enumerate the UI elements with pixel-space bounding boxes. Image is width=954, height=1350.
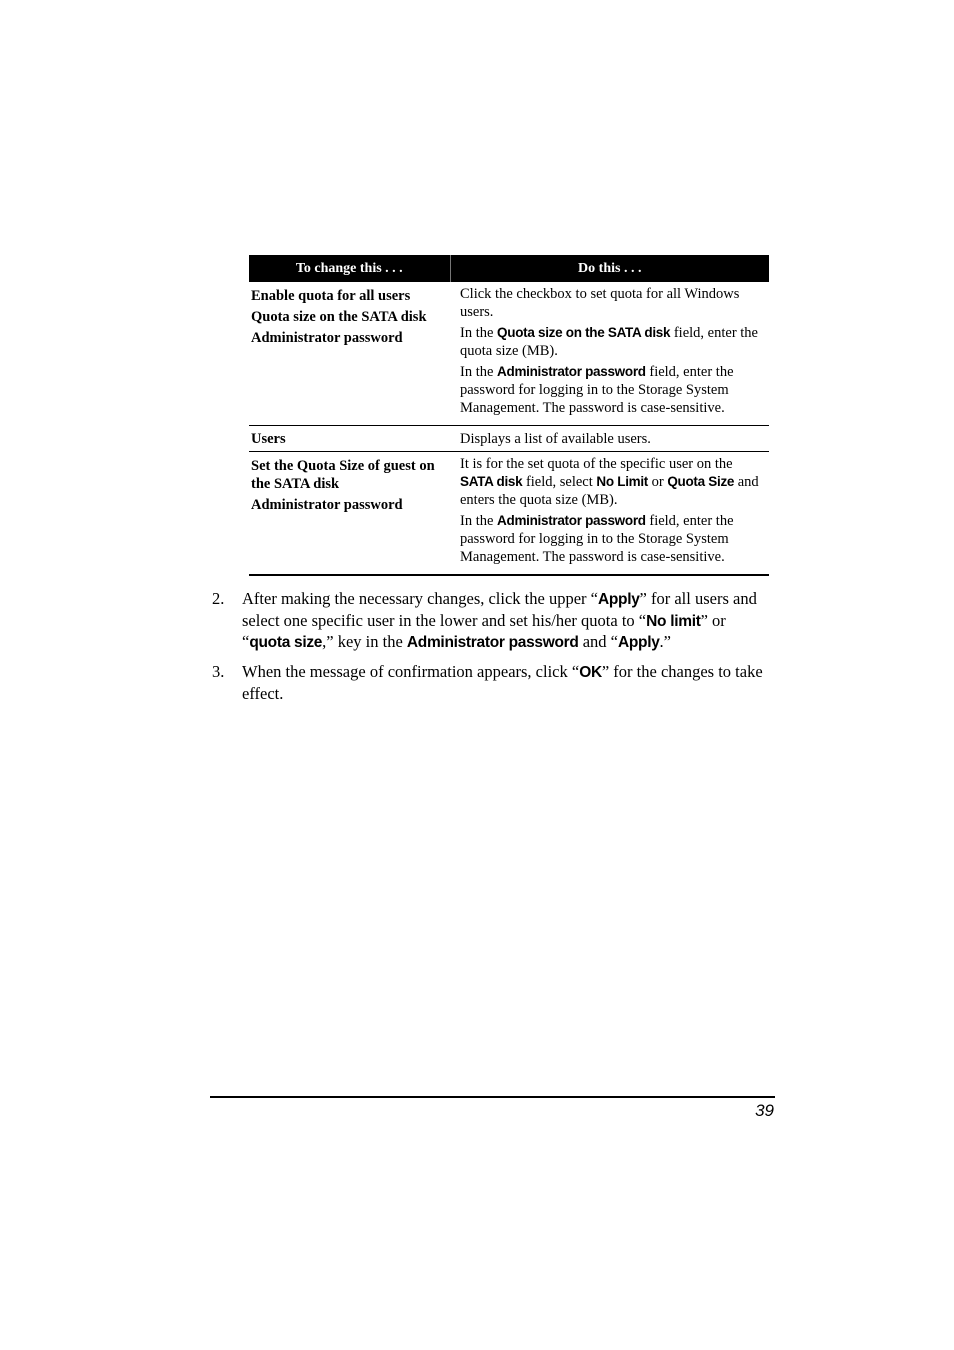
field-name: Administrator password — [497, 513, 646, 528]
setting-label: Administrator password — [251, 330, 403, 346]
ui-term: quota size — [249, 634, 323, 651]
description-paragraph: In the Quota size on the SATA disk field, enter the quota size (MB). — [460, 325, 758, 359]
ui-term: Administrator password — [406, 634, 579, 651]
ui-term: Apply — [597, 591, 640, 608]
step-item — [212, 662, 772, 704]
description-paragraph: Click the checkbox to set quota for all Windows users. — [460, 286, 740, 320]
footer-rule — [210, 1096, 775, 1098]
description-paragraph: In the Administrator password field, enter the password for logging in to the Storage System Management. The password is case-sensitive. — [460, 364, 734, 416]
setting-label: Users — [251, 431, 286, 447]
field-name: Administrator password — [497, 364, 646, 379]
ui-term: No limit — [646, 612, 701, 630]
column-header-change: To change this . . . — [249, 255, 450, 282]
table-row — [249, 282, 769, 426]
step-text: When the message of confirmation appears, click “OK” for the changes to take effect. — [242, 662, 763, 703]
setting-labels-cell — [249, 426, 450, 452]
table-header-row — [249, 255, 769, 282]
setting-description-cell — [450, 452, 769, 576]
setting-labels-cell — [249, 452, 450, 576]
column-header-do: Do this . . . — [450, 255, 769, 282]
option-name: Quota Size — [667, 474, 735, 489]
field-name: Quota size on the SATA disk — [497, 325, 671, 340]
field-name: SATA disk — [460, 474, 523, 489]
setting-label: Quota size on the SATA disk — [251, 309, 427, 325]
description-paragraph: It is for the set quota of the specific user on the SATA disk field, select No Limit or Quota Size and enters the quota size (MB). — [460, 456, 759, 508]
option-name: No Limit — [596, 474, 648, 489]
step-number: 3. — [212, 662, 225, 681]
step-text: After making the necessary changes, click the upper “Apply” for all users and select one specific user in the lower and set his/her quota to “No limit” or “quota size,” key in the Administrator password and “Apply.” — [242, 589, 757, 651]
setting-label: Set the Quota Size of guest on the SATA disk — [251, 458, 435, 492]
setting-description-cell — [450, 426, 769, 452]
step-item — [212, 589, 772, 651]
setting-description-cell — [450, 282, 769, 426]
ui-term: Apply — [617, 634, 660, 651]
setting-label: Enable quota for all users — [251, 288, 411, 304]
ui-term: OK — [579, 664, 602, 681]
page-number: 39 — [755, 1101, 774, 1120]
settings-table — [249, 255, 769, 576]
setting-labels-cell — [249, 282, 450, 426]
table-row — [249, 452, 769, 576]
setting-label: Administrator password — [251, 497, 403, 513]
description-paragraph: Displays a list of available users. — [460, 431, 651, 447]
table-row — [249, 426, 769, 452]
step-number: 2. — [212, 589, 225, 608]
description-paragraph: In the Administrator password field, enter the password for logging in to the Storage System Management. The password is case-sensitive. — [460, 513, 734, 565]
